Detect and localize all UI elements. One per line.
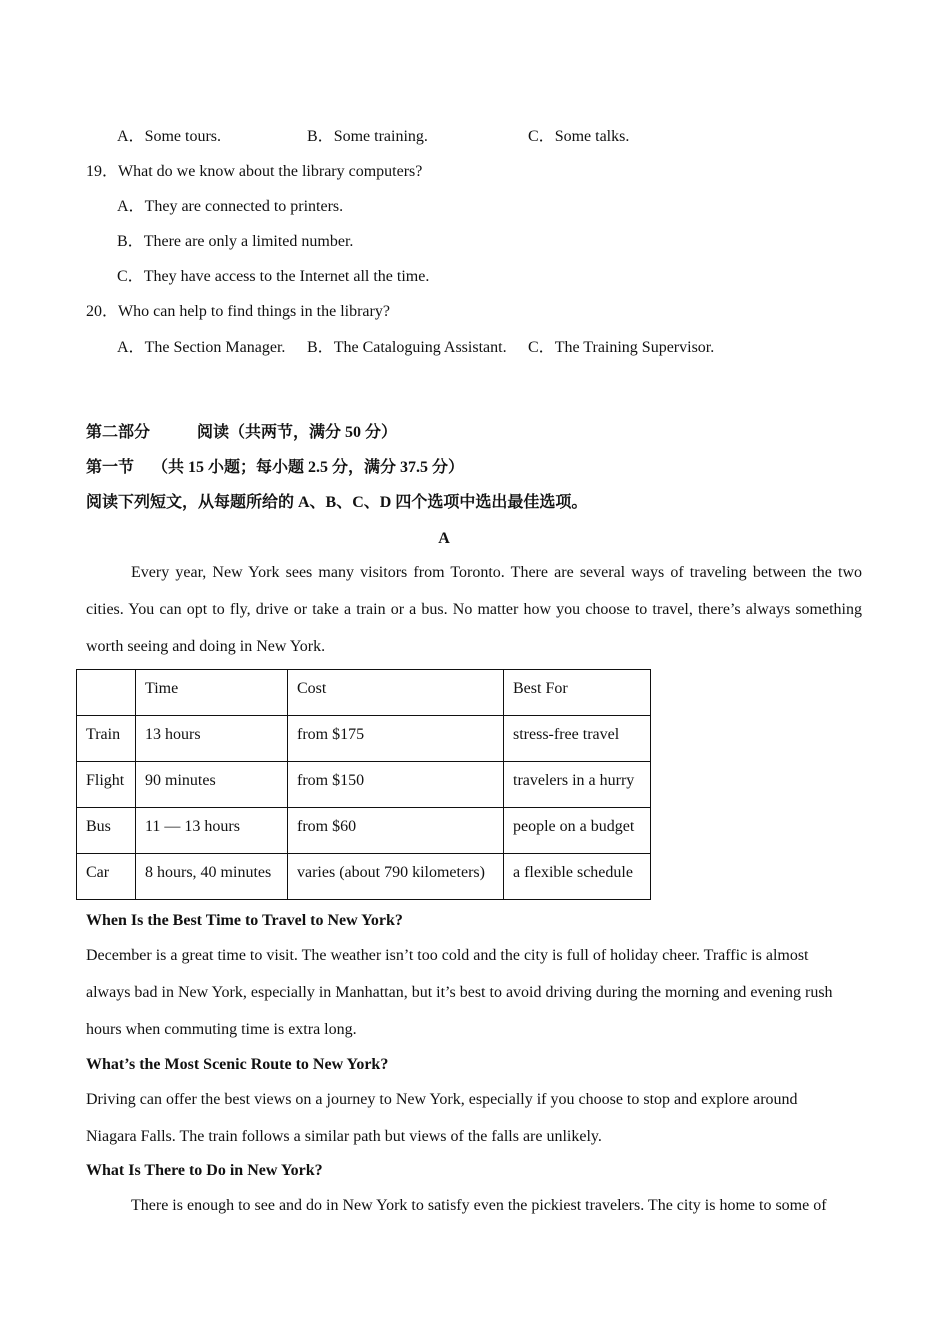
instruction: 阅读下列短文，从每题所给的 A、B、C、D 四个选项中选出最佳选项。 xyxy=(86,494,588,511)
table-cell: 8 hours, 40 minutes xyxy=(136,854,288,900)
subheading-best-time: When Is the Best Time to Travel to New York? xyxy=(86,912,403,929)
table-cell: stress-free travel xyxy=(504,716,651,762)
subheading-scenic-route: What’s the Most Scenic Route to New York? xyxy=(86,1056,389,1073)
table-cell: 90 minutes xyxy=(136,762,288,808)
passage-intro: Every year, New York sees many visitors from Toronto. There are several ways of traveling between the two cities. You can opt to fly, drive or take a train or a bus. No matter how you choose to travel, there’s always something worth seeing and doing in New York. xyxy=(86,564,862,655)
q20-option-a: A．The Section Manager. xyxy=(117,339,286,356)
table-cell: Car xyxy=(77,854,136,900)
table-cell: Flight xyxy=(77,762,136,808)
paragraph-best-time: December is a great time to visit. The weather isn’t too cold and the city is full of holiday cheer. Traffic is almost always bad in New York, especially in Manhattan, but it’s best to avoid driving during the morning and evening rush hours when commuting time is extra long. xyxy=(86,947,833,1038)
q19-option-a: A．They are connected to printers. xyxy=(117,198,344,215)
table-cell: Train xyxy=(77,716,136,762)
table-row xyxy=(77,854,651,900)
table-cell: from $175 xyxy=(288,716,504,762)
table-cell: 11 — 13 hours xyxy=(136,808,288,854)
q19-stem: 19．What do we know about the library computers? xyxy=(86,163,423,180)
paragraph-scenic-route: Driving can offer the best views on a journey to New York, especially if you choose to stop and explore around Niagara Falls. The train follows a similar path but views of the falls are unlikely. xyxy=(86,1091,798,1145)
table-header-cell: Best For xyxy=(504,670,651,716)
table-cell: from $150 xyxy=(288,762,504,808)
subheading-things-to-do: What Is There to Do in New York? xyxy=(86,1162,323,1179)
table-cell: a flexible schedule xyxy=(504,854,651,900)
table-cell: varies (about 790 kilometers) xyxy=(288,854,504,900)
section-heading: 第一节 （共 15 小题；每小题 2.5 分，满分 37.5 分） xyxy=(86,459,465,476)
q18-option-a: A．Some tours. xyxy=(117,128,222,145)
q19-option-c: C．They have access to the Internet all the time. xyxy=(117,268,430,285)
table-cell: from $60 xyxy=(288,808,504,854)
table-header-cell: Cost xyxy=(288,670,504,716)
table-row xyxy=(77,762,651,808)
table-cell: people on a budget xyxy=(504,808,651,854)
table-row xyxy=(77,808,651,854)
q20-option-c: C．The Training Supervisor. xyxy=(528,339,715,356)
table-cell: Bus xyxy=(77,808,136,854)
q20-option-b: B．The Cataloguing Assistant. xyxy=(307,339,507,356)
q18-option-c: C．Some talks. xyxy=(528,128,630,145)
passage-label: A xyxy=(438,530,450,547)
table-cell: 13 hours xyxy=(136,716,288,762)
table-header-cell xyxy=(77,670,136,716)
table-header-row xyxy=(77,670,651,716)
q18-option-b: B．Some training. xyxy=(307,128,428,145)
q19-option-b: B．There are only a limited number. xyxy=(117,233,354,250)
q20-stem: 20．Who can help to find things in the library? xyxy=(86,303,390,320)
table-cell: travelers in a hurry xyxy=(504,762,651,808)
paragraph-things-to-do: There is enough to see and do in New York to satisfy even the pickiest travelers. The city is home to some of xyxy=(131,1197,827,1214)
table-header-cell: Time xyxy=(136,670,288,716)
part-heading: 第二部分 阅读（共两节，满分 50 分） xyxy=(86,424,398,441)
table-row xyxy=(77,716,651,762)
travel-options-table xyxy=(76,669,651,900)
